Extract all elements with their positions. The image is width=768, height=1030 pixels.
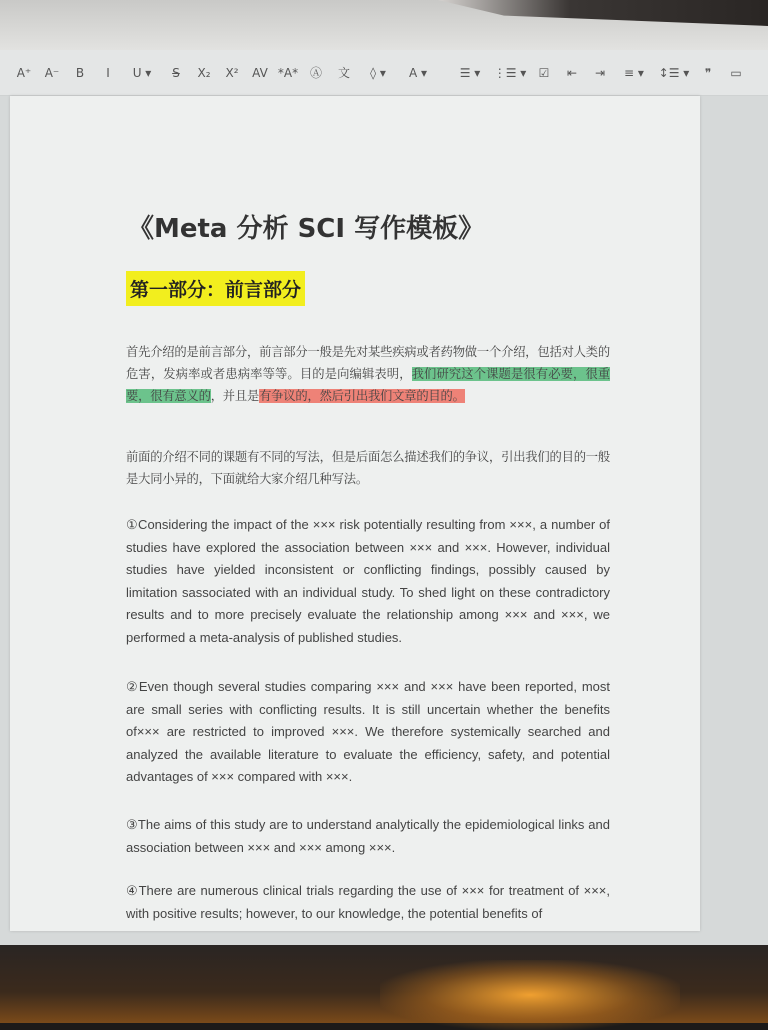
checklist-icon[interactable]: ☑ [538,65,550,80]
numbered-list-icon[interactable]: ⋮☰ ▾ [493,65,527,80]
enclosed-character-icon[interactable]: Ⓐ [309,66,322,80]
example-2: ②Even though several studies comparing ××× and ××× have been reported, most are small series with conflicting results. It is still uncertain whether the benefits of××× are restricted to improved ×××. We therefore systemically searched and analyzed the available literature to evaluate the efficiency, safety, and potential advantages of ××× compared with ×××. [126,679,610,784]
underline-icon[interactable]: U ▾ [132,65,152,80]
document-page [10,96,700,931]
decrease-indent-icon[interactable]: ⇤ [566,65,578,80]
align-icon[interactable]: ≡ ▾ [624,65,644,80]
paragraph-2: 前面的介绍不同的课题有不同的写法，但是后面怎么描述我们的争议，引出我们的目的一般是大同小异的，下面就给大家介绍几种写法。 [126,450,610,486]
formatting-toolbar [0,50,768,96]
intro-text: 首先介绍的是前言部分，前言部分一般是先对某些疾病或者药物做一个介绍，包括对人类的危害，发病率或者患病率等等。目的是向编辑表明， [126,345,610,381]
document-area [0,96,768,945]
text-effect-icon[interactable]: *A* [277,65,299,80]
section-heading: 第一部分：前言部分 [126,271,305,306]
font-color-icon[interactable]: A ▾ [408,65,428,80]
example-4: ④There are numerous clinical trials regarding the use of ××× for treatment of ×××, with positive results; however, to our knowledge, the potential benefits of [126,883,610,921]
increase-indent-icon[interactable]: ⇥ [594,65,606,80]
example-1: ①Considering the impact of the ××× risk potentially resulting from ×××, a number of studies have explored the association between ××× and ×××. However, individual studies have yielded inconsistent or conflicting findings, possibly caused by limitation sassociated with an individual study. To shed light on these contradictory results and to more precisely evaluate the relationship among ××× and ×××, we performed a meta-analysis of published studies. [126,517,610,645]
superscript-icon[interactable]: X² [225,65,239,80]
red-highlight-text: 有争议的，然后引出我们文章的目的。 [259,389,465,403]
increase-font-icon[interactable]: A⁺ [16,65,32,80]
intro-paragraph [126,341,610,407]
intro-text-2: ，并且是 [210,389,260,403]
paragraph-icon[interactable]: ▭ [730,65,742,80]
italic-icon[interactable]: I [106,65,110,80]
subscript-icon[interactable]: X₂ [197,65,211,80]
strikethrough-icon[interactable]: S̶ [172,65,180,80]
quote-icon[interactable]: ❞ [704,65,712,80]
character-spacing-icon[interactable]: AV [252,65,268,80]
decrease-font-icon[interactable]: A⁻ [44,65,60,80]
phonetic-guide-icon[interactable]: 文 [337,66,350,80]
example-3: ③The aims of this study are to understand analytically the epidemiological links and association between ××× and ××× among ×××. [126,817,610,855]
green-highlight-text: 我们研究这个课题是很有必要，很重要，很有意义的 [126,367,610,403]
bold-icon[interactable]: B [75,65,85,80]
document-title: 《Meta 分析 SCI 写作模板》 [128,214,485,244]
highlight-color-icon[interactable]: ◊ ▾ [370,65,386,80]
line-spacing-icon[interactable]: ↕☰ ▾ [658,65,690,80]
ambient-glow [380,960,680,1030]
bullet-list-icon[interactable]: ☰ ▾ [459,65,481,80]
